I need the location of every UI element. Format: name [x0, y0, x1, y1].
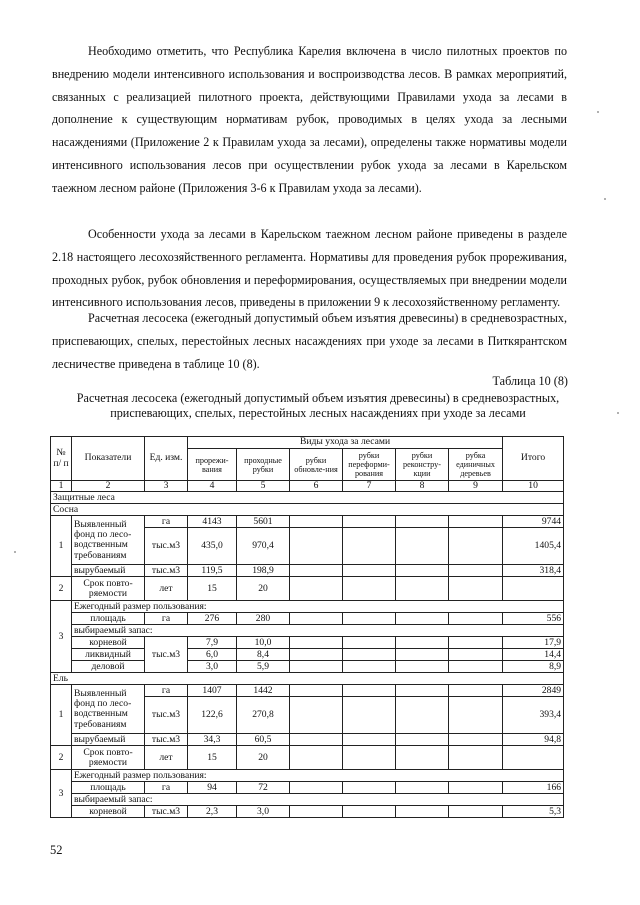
value-cell: 3,0 [237, 806, 290, 818]
col-number: 6 [290, 481, 343, 492]
header-total: Итого [503, 437, 564, 481]
value-cell: 5,9 [237, 661, 290, 673]
row-num: 3 [51, 601, 72, 673]
header-type-renewal: рубки обновле-ния [290, 449, 343, 481]
col-number: 7 [343, 481, 396, 492]
total-cell: 17,9 [503, 637, 564, 649]
unit-cell: тыс.м3 [145, 565, 188, 577]
col-number: 5 [237, 481, 290, 492]
col-number: 2 [72, 481, 145, 492]
scan-speck [617, 412, 619, 414]
scan-speck [14, 551, 16, 553]
total-cell: 14,4 [503, 649, 564, 661]
value-cell: 72 [237, 782, 290, 794]
value-cell: 435,0 [188, 528, 237, 565]
header-types-group: Виды ухода за лесами [188, 437, 503, 449]
value-cell: 280 [237, 613, 290, 625]
value-cell: 6,0 [188, 649, 237, 661]
period-label: Срок повто-ряемости [72, 746, 145, 770]
col-number: 4 [188, 481, 237, 492]
value-cell: 60,5 [237, 734, 290, 746]
harvested-label: вырубаемый [72, 734, 145, 746]
value-cell: 198,9 [237, 565, 290, 577]
business-label: деловой [72, 661, 145, 673]
header-unit: Ед. изм. [145, 437, 188, 481]
table-caption: Расчетная лесосека (ежегодный допустимый объем изъятия древесины) в средневозрастных, приспевающих, спелых, перестойных лесных насаждениях при уходе за лесами [76, 391, 560, 420]
value-cell: 10,0 [237, 637, 290, 649]
period-label: Срок повто-ряемости [72, 577, 145, 601]
reserve-label: выбираемый запас: [72, 625, 564, 637]
col-number: 10 [503, 481, 564, 492]
value-cell: 94 [188, 782, 237, 794]
value-cell: 1407 [188, 685, 237, 697]
header-type-single-trees: рубка единичных деревьев [449, 449, 503, 481]
unit-cell: лет [145, 577, 188, 601]
value-cell: 8,4 [237, 649, 290, 661]
header-type-thinning: прорежи-вания [188, 449, 237, 481]
paragraph-1: Необходимо отметить, что Республика Карелия включена в число пилотных проектов по внедрению модели интенсивного использования и воспроизводства лесов. В рамках мероприятий, связанных с реализацией пилотного проекта, действующими Правилами ухода за лесами в дополнение к существующим нормативам рубок, проводимых в целях ухода за лесными насаждениями (Приложение 2 к Правилам ухода за лесами), определены также нормативы модели интенсивного использования лесов при осуществлении рубок ухода за лесами в Карельском таежном лесном районе (Приложения 3-6 к Правилам ухода за лесами). [52, 44, 567, 195]
value-cell: 20 [237, 746, 290, 770]
unit-cell: тыс.м3 [145, 697, 188, 734]
header-num: № п/ п [51, 437, 72, 481]
col-number: 1 [51, 481, 72, 492]
scan-speck [597, 111, 599, 113]
value-cell: 7,9 [188, 637, 237, 649]
forest-cut-table [50, 436, 564, 818]
total-cell: 94,8 [503, 734, 564, 746]
paragraph-3: Расчетная лесосека (ежегодный допустимый объем изъятия древесины) в средневозрастных, приспевающих, спелых, перестойных лесных насаждениях при уходе за лесами в Питкярантском лесничестве приведена в таблице 10 (8). [52, 311, 567, 371]
col-number: 3 [145, 481, 188, 492]
header-type-reformation: рубки переформи-рования [343, 449, 396, 481]
header-type-passage: проходные рубки [237, 449, 290, 481]
total-cell: 318,4 [503, 565, 564, 577]
area-label: площадь [72, 613, 145, 625]
value-cell: 15 [188, 577, 237, 601]
total-cell: 2849 [503, 685, 564, 697]
area-label: площадь [72, 782, 145, 794]
header-type-reconstruction: рубки реконстру-кции [396, 449, 449, 481]
root-label: корневой [72, 806, 145, 818]
value-cell: 1442 [237, 685, 290, 697]
value-cell: 15 [188, 746, 237, 770]
total-cell: 393,4 [503, 697, 564, 734]
unit-cell: га [145, 516, 188, 528]
unit-cell: га [145, 782, 188, 794]
col-number: 8 [396, 481, 449, 492]
liquid-label: ликвидный [72, 649, 145, 661]
unit-cell: лет [145, 746, 188, 770]
total-cell: 9744 [503, 516, 564, 528]
scan-speck [604, 198, 606, 200]
value-cell: 34,3 [188, 734, 237, 746]
value-cell: 970,4 [237, 528, 290, 565]
harvested-label: вырубаемый [72, 565, 145, 577]
header-indicators: Показатели [72, 437, 145, 481]
fund-label: Выявленный фонд по лесо-водственным требованиям [72, 685, 145, 734]
unit-cell: тыс.м3 [145, 637, 188, 673]
unit-cell: га [145, 613, 188, 625]
unit-cell: тыс.м3 [145, 806, 188, 818]
unit-cell: тыс.м3 [145, 734, 188, 746]
value-cell: 122,6 [188, 697, 237, 734]
col-number: 9 [449, 481, 503, 492]
annual-label: Ежегодный размер пользования: [72, 601, 564, 613]
table-label: Таблица 10 (8) [492, 374, 568, 388]
species-row: Ель [51, 673, 564, 685]
species-row: Сосна [51, 504, 564, 516]
total-cell: 5,3 [503, 806, 564, 818]
paragraph-2: Особенности ухода за лесами в Карельском таежном лесном районе приведены в разделе 2.18 настоящего лесохозяйственного регламента. Нормативы для проведения рубок прореживания, проходных рубок, рубок обновления и переформирования, осуществляемых при внедрении модели интенсивного использования лесов, приведены в приложении 9 к лесохозяйственному регламенту. [52, 227, 567, 310]
row-num: 1 [51, 685, 72, 746]
category-row: Защитные леса [51, 492, 564, 504]
total-cell: 556 [503, 613, 564, 625]
value-cell: 119,5 [188, 565, 237, 577]
reserve-label: выбираемый запас: [72, 794, 564, 806]
annual-label: Ежегодный размер пользования: [72, 770, 564, 782]
value-cell: 270,8 [237, 697, 290, 734]
row-num: 1 [51, 516, 72, 577]
total-cell: 166 [503, 782, 564, 794]
value-cell: 5601 [237, 516, 290, 528]
value-cell: 2,3 [188, 806, 237, 818]
row-num: 2 [51, 746, 72, 770]
row-num: 3 [51, 770, 72, 818]
total-cell: 1405,4 [503, 528, 564, 565]
unit-cell: га [145, 685, 188, 697]
row-num: 2 [51, 577, 72, 601]
value-cell: 3,0 [188, 661, 237, 673]
fund-label: Выявленный фонд по лесо-водственным требованиям [72, 516, 145, 565]
value-cell: 276 [188, 613, 237, 625]
value-cell: 4143 [188, 516, 237, 528]
root-label: корневой [72, 637, 145, 649]
total-cell: 8,9 [503, 661, 564, 673]
value-cell: 20 [237, 577, 290, 601]
page-number: 52 [50, 843, 63, 857]
unit-cell: тыс.м3 [145, 528, 188, 565]
